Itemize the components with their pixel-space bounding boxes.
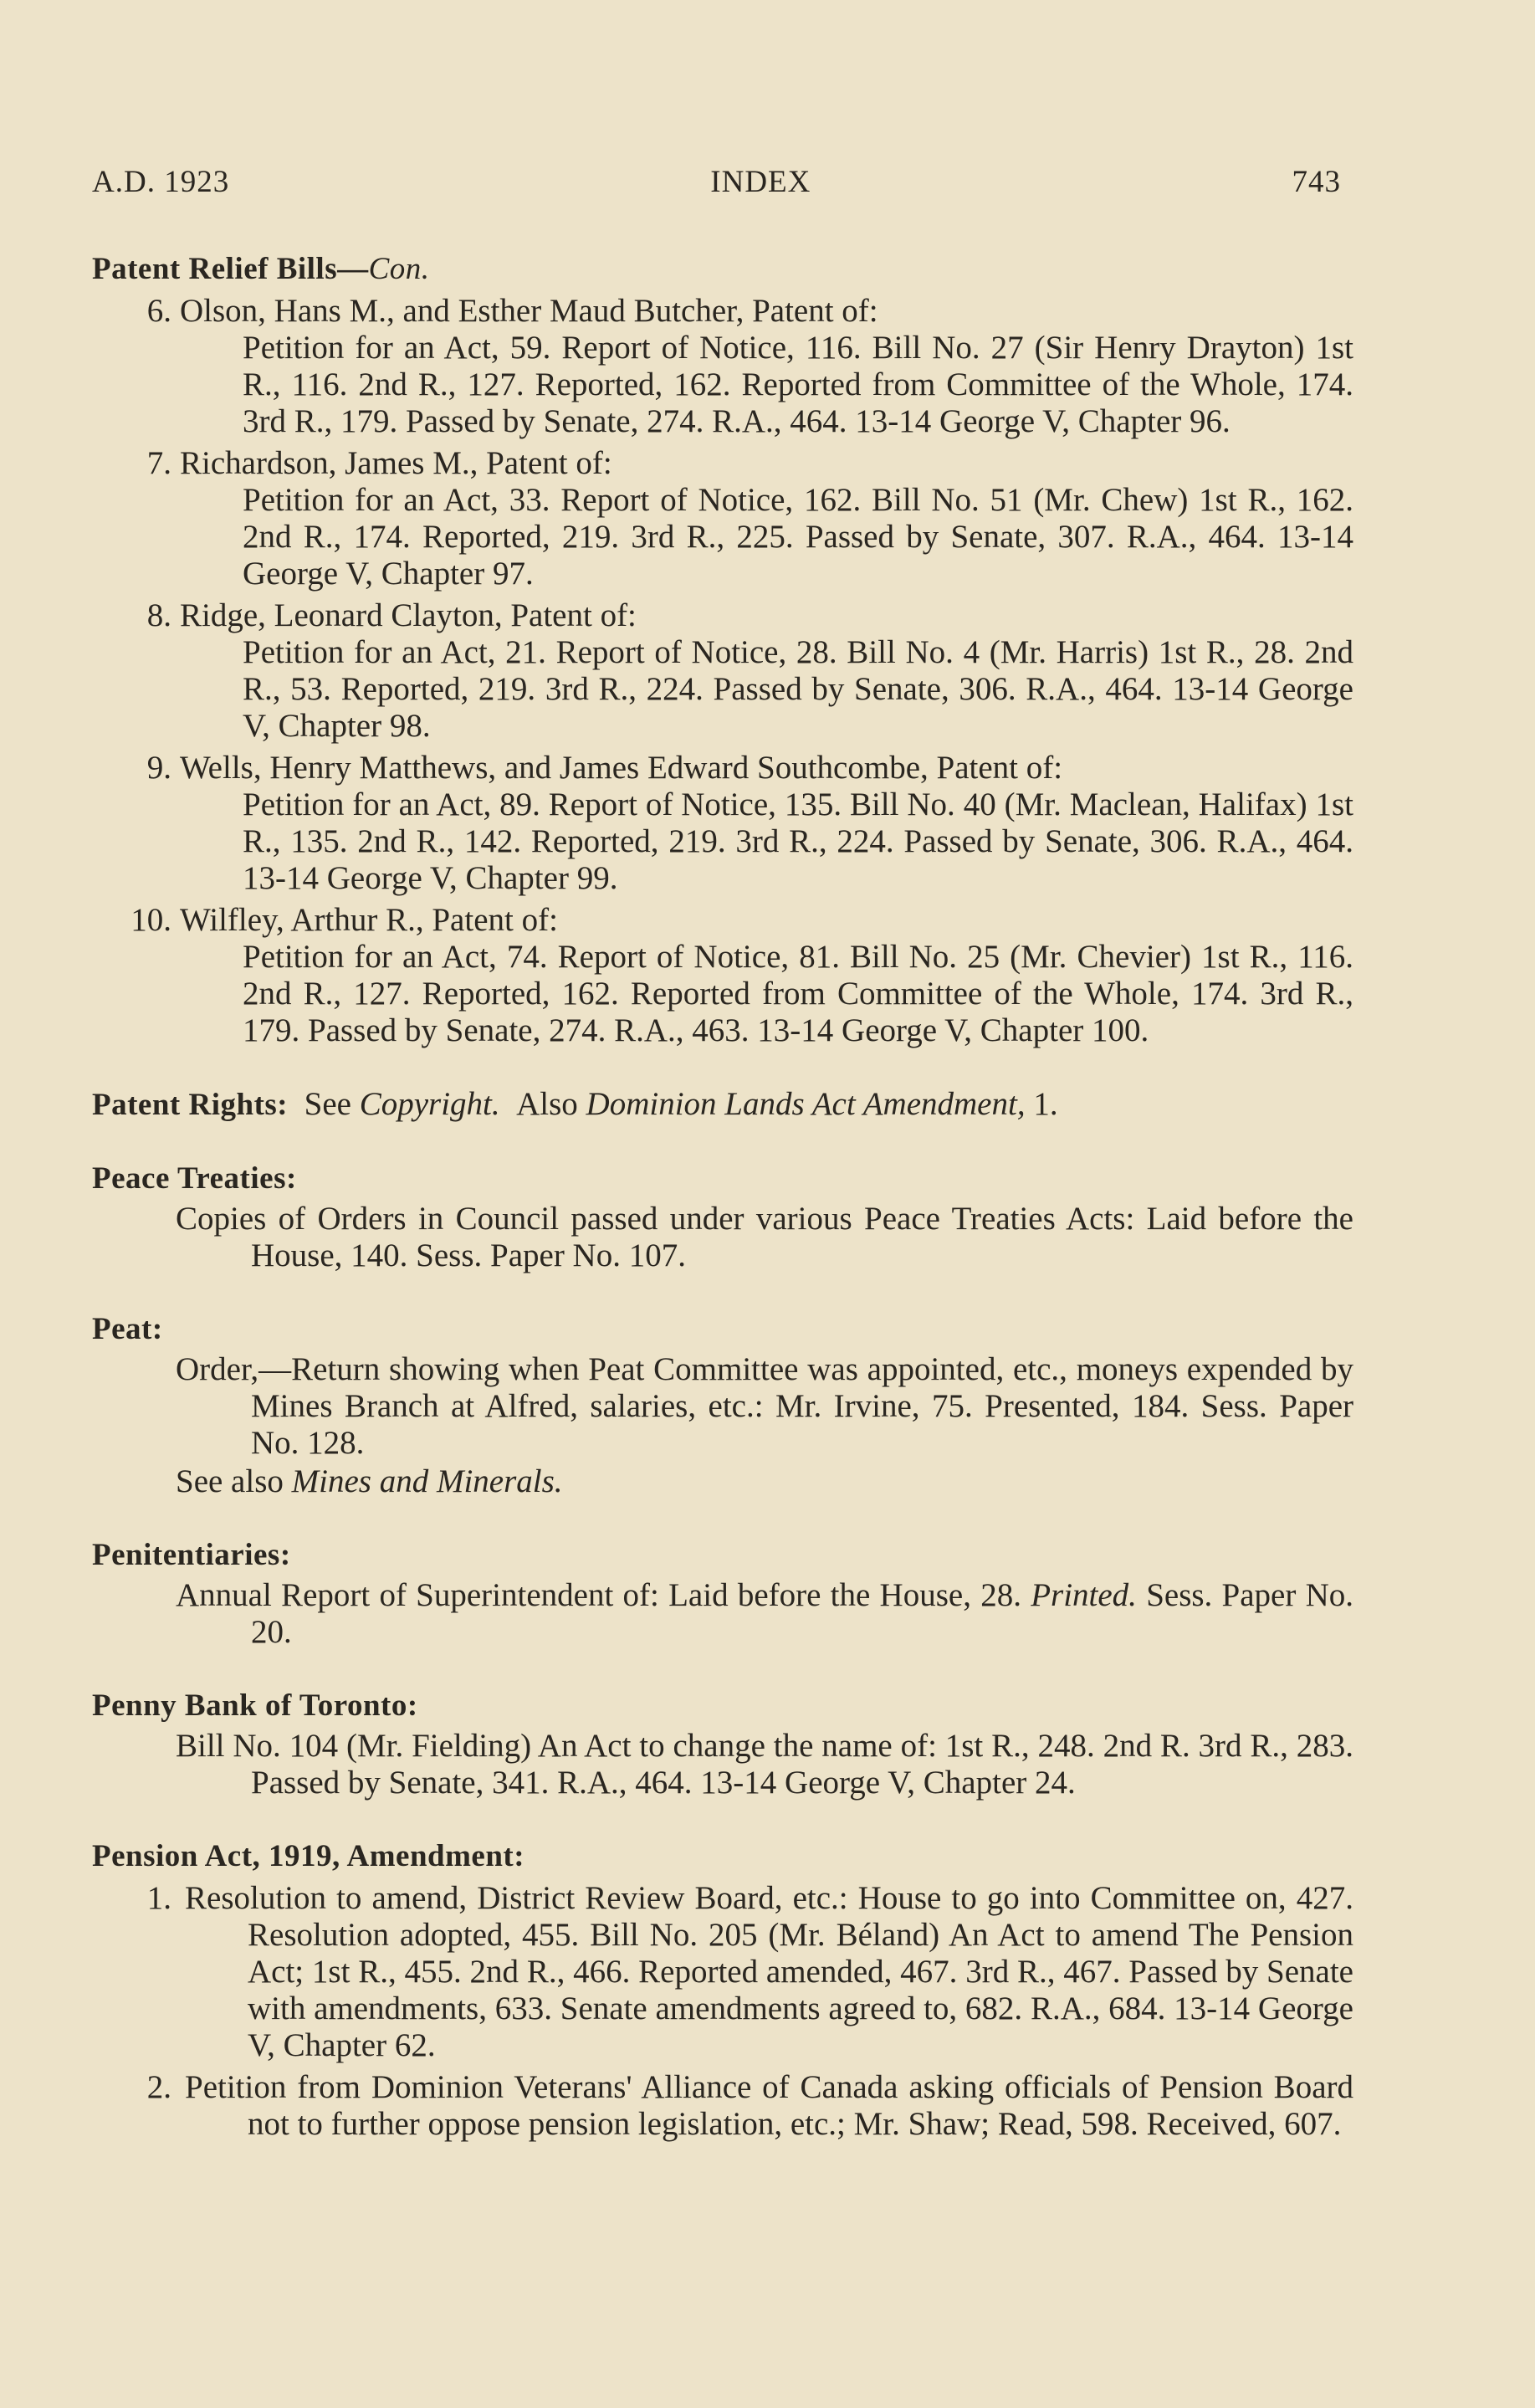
entry-body: Petition for an Act, 59. Report of Notice, 116. Bill No. 27 (Sir Henry Drayton) 1st R., 116. 2nd R., 127. Reported, 162. Reported from Committee of the Whole, 174. 3rd R., 179. Passed by Senate, 274. R.A., 464. 13-14 George V, Chapter 96. [243,330,1353,439]
section-text: Bill No. 104 (Mr. Fielding) An Act to change the name of: 1st R., 248. 2nd R. 3rd R., 283. Passed by Senate, 341. R.A., 464. 13-14 George V, Chapter 24. [176,1728,1353,1801]
see-also-label: See also [176,1463,284,1499]
cross-reference: Dominion Lands Act Amendment, [586,1086,1026,1122]
heading-continued: Con. [368,252,430,286]
index-entry [92,2069,1353,2143]
section-heading: Patent Relief Bills—Con. [92,252,430,286]
entry-number: 8. [146,597,171,633]
section-peat [92,1311,1353,1500]
index-entry [92,1880,1353,2064]
entry-title: Olson, Hans M., and Esther Maud Butcher, Patent of: [180,293,878,329]
entry-number: 9. [146,750,171,786]
see-label: See [304,1086,351,1122]
section-text [92,1577,1353,1651]
entry-title: Wilfley, Arthur R., Patent of: [180,902,558,938]
entry-body: Petition for an Act, 89. Report of Notice, 135. Bill No. 40 (Mr. Maclean, Halifax) 1st R., 135. 2nd R., 142. Reported, 219. 3rd R., 224. Passed by Senate, 306. R.A., 464. 13-14 George V, Chapter 99. [243,786,1353,896]
header-year: A.D. 1923 [92,165,230,199]
section-patent-rights [92,1086,1353,1124]
entry-text: Resolution to amend, District Review Board, etc.: House to go into Committee on, 427. Resolution adopted, 455. Bill No. 205 (Mr. Béland) An Act to amend The Pension Act; 1st R., 455. 2nd R., 466. Reported amended, 467. 3rd R., 467. Passed by Senate with amendments, 633. Senate amendments agreed to, 682. R.A., 684. 13-14 George V, Chapter 62. [185,1880,1353,2063]
patent-rights-line [92,1086,1353,1124]
index-entry [92,445,1353,592]
entry-number: 6. [146,293,171,329]
reference-number: 1. [1033,1086,1058,1122]
index-entry [92,293,1353,440]
cross-reference: Copyright. [359,1086,500,1122]
also-label: Also [516,1086,578,1122]
index-entry [92,902,1353,1049]
entry-number: 7. [146,445,171,481]
entry-list [92,293,1353,1049]
page-number: 743 [1292,165,1341,199]
see-also-line [92,1463,1353,1500]
report-text: Annual Report of Superintendent of: Laid before the House, 28. [176,1577,1021,1613]
section-heading: Penny Bank of Toronto: [92,1688,418,1723]
printed-note: Printed. [1031,1577,1137,1613]
section-text: Order,—Return showing when Peat Committee was appointed, etc., moneys expended by Mines Branch at Alfred, salaries, etc.: Mr. Irvine, 75. Presented, 184. Sess. Paper No. 128. [176,1351,1353,1461]
entry-number: 10. [130,902,171,938]
cross-reference: Mines and Minerals. [291,1463,563,1499]
heading-text: Patent Relief Bills [92,252,338,286]
section-penitentiaries [92,1537,1353,1651]
section-heading: Peat: [92,1312,163,1346]
section-heading: Peace Treaties: [92,1161,297,1196]
entry-number: 2. [146,2069,171,2105]
section-heading: Pension Act, 1919, Amendment: [92,1839,525,1873]
entry-title: Ridge, Leonard Clayton, Patent of: [180,597,637,633]
index-entry [92,750,1353,897]
section-heading: Penitentiaries: [92,1538,291,1572]
entry-title: Wells, Henry Matthews, and James Edward Southcombe, Patent of: [180,750,1063,786]
paper-number: Sess. Paper No. 20. [251,1577,1353,1650]
section-patent-relief-bills [92,251,1353,1049]
header-title: INDEX [710,165,811,199]
index-entry [92,597,1353,745]
entry-text: Petition from Dominion Veterans' Alliance of Canada asking officials of Pension Board not to further oppose pension legislation, etc.; Mr. Shaw; Read, 598. Received, 607. [185,2069,1353,2142]
entry-body: Petition for an Act, 74. Report of Notice, 81. Bill No. 25 (Mr. Chevier) 1st R., 116. 2nd R., 127. Reported, 162. Reported from Committee of the Whole, 174. 3rd R., 179. Passed by Senate, 274. R.A., 463. 13-14 George V, Chapter 100. [243,939,1353,1048]
section-pension-act [92,1838,1353,2143]
entry-number: 1. [146,1880,171,1916]
entry-body: Petition for an Act, 21. Report of Notice, 28. Bill No. 4 (Mr. Harris) 1st R., 28. 2nd R., 53. Reported, 219. 3rd R., 224. Passed by Senate, 306. R.A., 464. 13-14 George V, Chapter 98. [243,634,1353,744]
running-head [92,164,1341,200]
entry-body: Petition for an Act, 33. Report of Notice, 162. Bill No. 51 (Mr. Chew) 1st R., 162. 2nd R., 174. Reported, 219. 3rd R., 225. Passed by Senate, 307. R.A., 464. 13-14 George V, Chapter 97. [243,482,1353,592]
index-content [92,251,1353,2143]
entry-title: Richardson, James M., Patent of: [180,445,612,481]
section-penny-bank [92,1688,1353,1801]
section-text: Copies of Orders in Council passed under various Peace Treaties Acts: Laid before the House, 140. Sess. Paper No. 107. [176,1201,1353,1273]
section-heading: Patent Rights: [92,1088,289,1122]
section-peace-treaties [92,1160,1353,1274]
